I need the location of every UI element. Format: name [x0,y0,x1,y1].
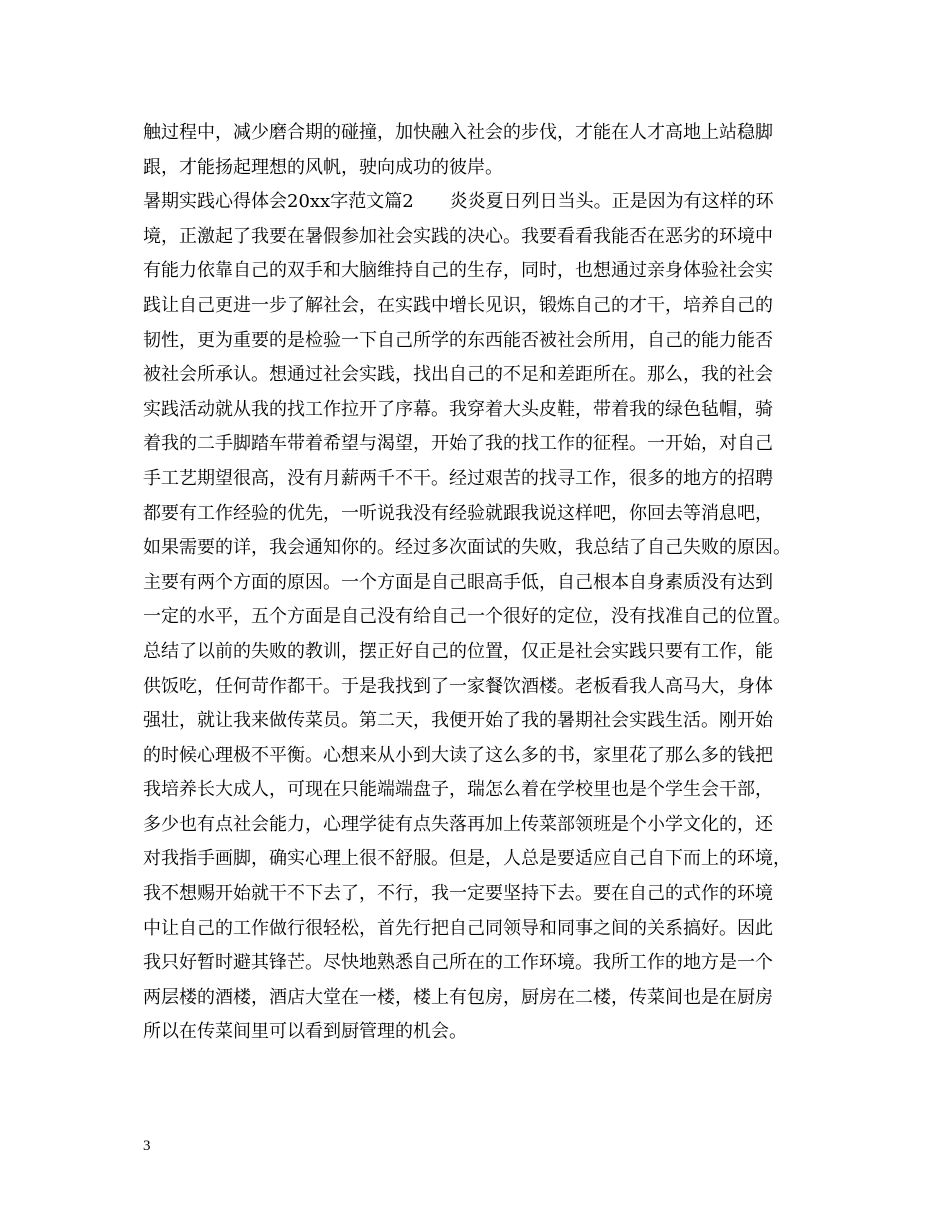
text-line: 践让自己更进一步了解社会，在实践中增长见识，锻炼自己的才干，培养自己的 [143,294,773,316]
text-line: 手工艺期望很高，没有月薪两千不干。经过艰苦的找寻工作，很多的地方的招聘 [143,467,773,489]
text-line: 境，正激起了我要在暑假参加社会实践的决心。我要看看我能否在恶劣的环境中 [143,225,773,247]
text-line: 多少也有点社会能力，心理学徒有点失落再加上传菜部领班是个小学文化的，还 [143,813,773,835]
text-line: 韧性，更为重要的是检验一下自己所学的东西能否被社会所用，自己的能力能否 [143,329,773,351]
text-line: 触过程中，减少磨合期的碰撞，加快融入社会的步伐，才能在人才高地上站稳脚 [143,122,773,143]
text-line: 暑期实践心得体会20xx字范文篇2 炎炎夏日列日当头。正是因为有这样的环 [143,191,774,213]
text-line: 一定的水平，五个方面是自己没有给自己一个很好的定位，没有找准自己的位置。 [143,606,791,628]
text-line: 跟，才能扬起理想的风帆，驶向成功的彼岸。 [143,156,503,178]
text-line: 着我的二手脚踏车带着希望与渴望，开始了我的找工作的征程。一开始，对自己 [143,433,773,455]
text-line: 的时候心理极不平衡。心想来从小到大读了这么多的书，家里花了那么多的钱把 [143,744,773,766]
text-line: 对我指手画脚，确实心理上很不舒服。但是，人总是要适应自己自下而上的环境， [143,848,791,870]
text-line: 中让自己的工作做行很轻松，首先行把自己同领导和同事之间的关系搞好。因此 [143,917,773,939]
text-line: 我只好暂时避其锋芒。尽快地熟悉自己所在的工作环境。我所工作的地方是一个 [143,952,773,974]
body-text [143,116,823,1050]
text-line: 实践活动就从我的找工作拉开了序幕。我穿着大头皮鞋，带着我的绿色毡帽，骑 [143,398,773,420]
page-number: 3 [143,1138,151,1154]
text-line: 供饭吃，任何苛作都干。于是我找到了一家餐饮酒楼。老板看我人高马大，身体 [143,675,773,697]
text-line: 我不想赐开始就干不下去了，不行，我一定要坚持下去。要在自己的式作的环境 [143,883,773,905]
text-line: 两层楼的酒楼，酒店大堂在一楼，楼上有包房，厨房在二楼，传菜间也是在厨房 [143,986,773,1008]
text-line: 如果需要的详，我会通知你的。经过多次面试的失败，我总结了自己失败的原因。 [143,537,791,559]
text-line: 主要有两个方面的原因。一个方面是自己眼高手低，自己根本自身素质没有达到 [143,571,773,593]
text-line: 总结了以前的失败的教训，摆正好自己的位置，仅正是社会实践只要有工作，能 [143,640,773,662]
text-line: 我培养长大成人，可现在只能端端盘子，瑞怎么着在学校里也是个学生会干部， [143,779,773,801]
text-line: 所以在传菜间里可以看到厨管理的机会。 [143,1021,467,1043]
text-line: 被社会所承认。想通过社会实践，找出自己的不足和差距所在。那么，我的社会 [143,364,773,386]
text-line: 有能力依靠自己的双手和大脑维持自己的生存，同时，也想通过亲身体验社会实 [143,260,773,282]
text-line: 都要有工作经验的优先，一听说我没有经验就跟我说这样吧，你回去等消息吧， [143,502,773,524]
text-line: 强壮，就让我来做传菜员。第二天，我便开始了我的暑期社会实践生活。刚开始 [143,710,773,732]
